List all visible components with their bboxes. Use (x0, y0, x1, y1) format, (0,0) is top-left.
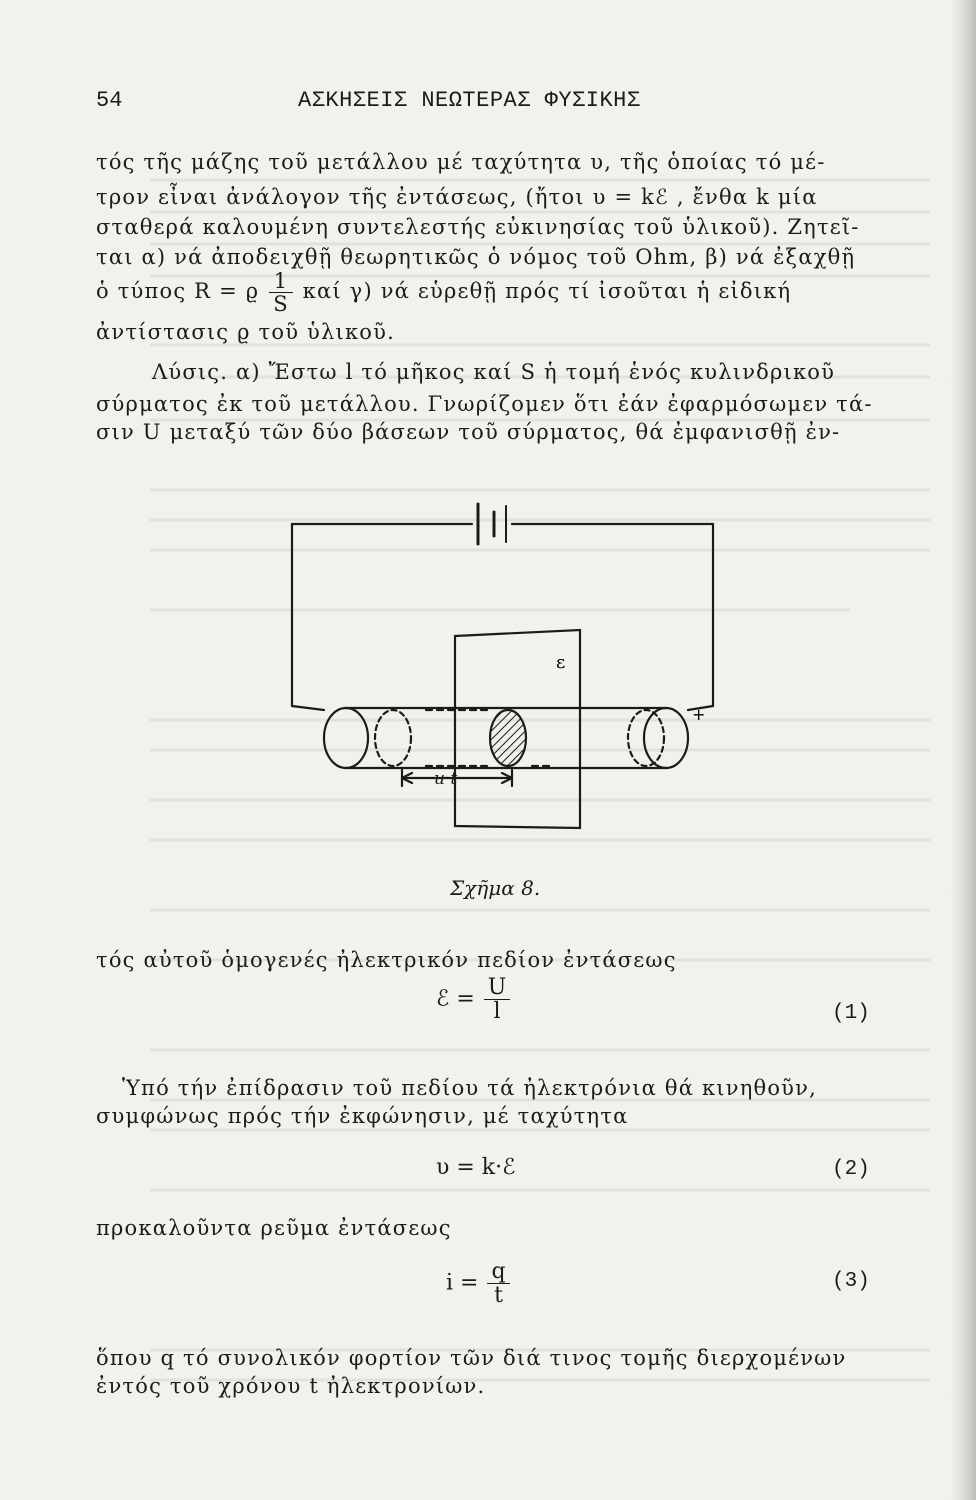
fraction-numerator: 1 (269, 270, 293, 293)
fraction-l-over-s (269, 270, 293, 315)
figure-caption: Σχῆμα 8. (450, 876, 541, 900)
equation-3-lhs: i = (446, 1270, 479, 1296)
formula-prefix: ὁ τύπος R = ϱ (96, 279, 260, 304)
cylinder-right-end (644, 708, 688, 768)
plus-terminal-label: + (692, 705, 706, 724)
field-label: ε (556, 652, 566, 673)
fraction-denominator: S (273, 292, 289, 317)
cylinder-left-end (324, 708, 368, 768)
text-line-solution: Λύσις. α) Ἔστω l τό μῆκος καί S ἡ τομή ἑνός κυλινδρικοῦ (152, 360, 836, 384)
page-header (0, 88, 976, 118)
equation-3-denominator: t (494, 1283, 503, 1309)
cylinder-inner-left (375, 710, 411, 766)
text-line: τρον εἶναι ἀνάλογον τῆς ἐντάσεως, (ἤτοι υ = kℰ , ἔνθα k μία (96, 185, 818, 209)
equation-1-fraction (484, 976, 511, 1023)
shaded-cross-section (490, 710, 526, 766)
equation-1-number: (1) (832, 1002, 870, 1025)
cylinder-inner-right (628, 710, 664, 766)
running-title: ΑΣΚΗΣΕΙΣ ΝΕΩΤΕΡΑΣ ΦΥΣΙΚΗΣ (298, 88, 641, 113)
equation-1 (436, 976, 512, 1023)
equation-2: υ = k·ℰ (436, 1155, 516, 1180)
text-line: σταθερά καλουμένη συντελεστής εὐκινησίας τοῦ ὑλικοῦ). Ζητεῖ- (96, 215, 860, 239)
equation-3-number: (3) (832, 1270, 870, 1293)
text-line: τός τῆς μάζης τοῦ μετάλλου μέ ταχύτητα υ, τῆς ὁποίας τό μέ- (96, 150, 826, 174)
text-line: Ὑπό τήν ἐπίδρασιν τοῦ πεδίου τά ἠλεκτρόνια θά κινηθοῦν, (122, 1076, 817, 1100)
equation-1-numerator: U (484, 976, 511, 1000)
formula-suffix: καί γ) νά εὑρεθῇ πρός τί ἰσοῦται ἡ εἰδική (302, 279, 792, 304)
page-number: 54 (96, 88, 123, 113)
formula-line (96, 270, 791, 315)
equation-1-denominator: l (493, 999, 501, 1025)
equation-3-numerator: q (487, 1260, 509, 1284)
text-line: τός αὐτοῦ ὁμογενές ἠλεκτρικόν πεδίον ἐντάσεως (96, 948, 677, 972)
text-line: ἀντίστασις ϱ τοῦ ὑλικοῦ. (96, 320, 395, 344)
text-line: ἐντός τοῦ χρόνου t ἠλεκτρονίων. (96, 1374, 486, 1398)
text-line: ὅπου q τό συνολικόν φορτίον τῶν διά τινος τομῆς διερχομένων (96, 1346, 847, 1370)
text-line: σύρματος ἐκ τοῦ μετάλλου. Γνωρίζομεν ὅτι ἐάν ἐφαρμόσωμεν τά- (96, 392, 873, 416)
equation-2-number: (2) (832, 1158, 870, 1181)
equation-1-lhs: ℰ = (436, 986, 475, 1012)
dimension-label: u·t (434, 769, 458, 789)
text-line: συμφώνως πρός τήν ἐκφώνησιν, μέ ταχύτητα (96, 1104, 629, 1128)
book-spine-shadow (950, 0, 976, 1500)
equation-3 (446, 1260, 512, 1307)
circuit-figure (250, 488, 750, 848)
text-line: προκαλοῦντα ρεῦμα ἐντάσεως (96, 1216, 452, 1240)
text-line: σιν U μεταξύ τῶν δύο βάσεων τοῦ σύρματος, θά ἐμφανισθῇ ἐν- (96, 420, 841, 444)
text-line: ται α) νά ἀποδειχθῇ θεωρητικῶς ὁ νόμος τοῦ Ohm, β) νά ἐξαχθῇ (96, 245, 856, 269)
equation-3-fraction (487, 1260, 509, 1307)
